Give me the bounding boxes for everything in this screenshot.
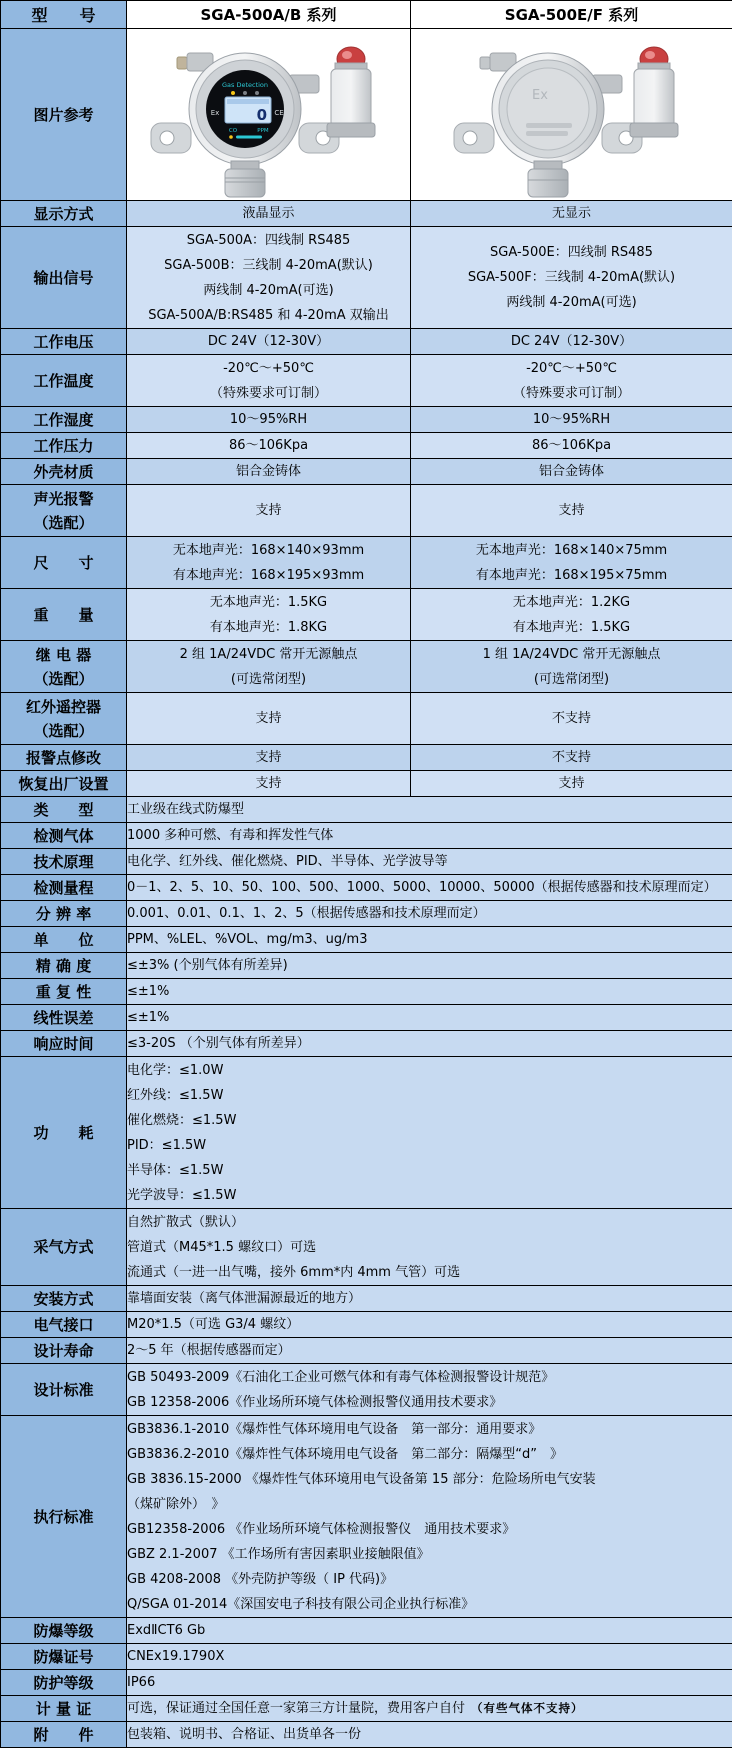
working-humidity-value-text: 10～95%RH	[127, 407, 410, 432]
linearity-error-label	[1, 1005, 127, 1031]
dimensions-value-text: 有本地声光：168×195×93mm	[127, 563, 410, 588]
weight-value-text: 有本地声光：1.5KG	[411, 615, 732, 640]
accessories-label-text: 附 件	[1, 1723, 126, 1747]
execution-standard-value-text: GBZ 2.1-2007 《工作场所有害因素职业接触限值》	[127, 1542, 732, 1567]
image-reference-row	[1, 29, 732, 201]
relay-label-text: 继 电 器	[1, 643, 126, 667]
display-mode-label-text: 显示方式	[1, 202, 126, 226]
series-b-header: SGA-500E/F 系列	[411, 1, 732, 29]
weight-label	[1, 589, 127, 641]
factory-reset-value-series-a	[127, 771, 411, 797]
resolution-value-text: 0.001、0.01、0.1、1、2、5（根据传感器和技术原理而定）	[127, 901, 732, 926]
spec-row-linearity-error	[1, 1005, 732, 1031]
linearity-error-label-text: 线性误差	[1, 1006, 126, 1030]
spec-row-display-mode	[1, 201, 732, 227]
response-time-label-text: 响应时间	[1, 1032, 126, 1056]
audible-visual-alarm-value-series-b	[411, 485, 732, 537]
output-signal-value-text: SGA-500F：三线制 4-20mA(默认)	[411, 265, 732, 290]
execution-standard-value-text: （煤矿除外） 》	[127, 1492, 732, 1517]
series-a-header: SGA-500A/B 系列	[127, 1, 411, 29]
design-life-label	[1, 1338, 127, 1364]
explosion-proof-cert-value-text: CNEx19.1790X	[127, 1644, 732, 1669]
model-header-label: 型 号	[1, 1, 127, 29]
accessories-label	[1, 1722, 127, 1748]
resolution-label-text: 分 辨 率	[1, 902, 126, 926]
gas-name-label: CO	[228, 128, 237, 134]
gas-detector-photo-b	[446, 31, 698, 199]
detected-gases-value-text: 1000 多种可燃、有毒和挥发性气体	[127, 823, 732, 848]
installation-method-label	[1, 1286, 127, 1312]
electrical-interface-label-text: 电气接口	[1, 1313, 126, 1337]
power-consumption-value	[127, 1057, 732, 1209]
working-temperature-value-text: （特殊要求可订制）	[127, 381, 410, 406]
product-photo-a-cell	[127, 29, 411, 201]
working-temperature-value-series-a	[127, 355, 411, 407]
dimensions-value-text: 有本地声光：168×195×75mm	[411, 563, 732, 588]
output-signal-value-text: SGA-500E：四线制 RS485	[411, 240, 732, 265]
protection-grade-label	[1, 1670, 127, 1696]
sampling-method-label	[1, 1209, 127, 1286]
shell-material-label	[1, 459, 127, 485]
electrical-interface-value-text: M20*1.5（可选 G3/4 螺纹）	[127, 1312, 732, 1337]
working-humidity-value-series-b	[411, 407, 732, 433]
design-standard-value	[127, 1364, 732, 1416]
spec-row-resolution	[1, 901, 732, 927]
output-signal-value-text: SGA-500A/B:RS485 和 4-20mA 双输出	[127, 303, 410, 328]
detected-gases-value	[127, 823, 732, 849]
spec-row-working-voltage	[1, 329, 732, 355]
metering-cert-label-text: 计 量 证	[1, 1697, 126, 1721]
table-header-row	[1, 1, 732, 29]
sensor-head	[528, 161, 568, 197]
working-temperature-label	[1, 355, 127, 407]
audible-visual-alarm-value-series-a	[127, 485, 411, 537]
weight-value-series-b	[411, 589, 732, 641]
installation-method-label-text: 安装方式	[1, 1287, 126, 1311]
unit-label-text: 单 位	[1, 928, 126, 952]
audible-visual-alarm-label-text: 声光报警	[1, 487, 126, 511]
working-humidity-value-series-a	[127, 407, 411, 433]
working-voltage-value-text: DC 24V（12-30V）	[127, 329, 410, 354]
detected-gases-label-text: 检测气体	[1, 824, 126, 848]
output-signal-value-text: SGA-500B：三线制 4-20mA(默认)	[127, 253, 410, 278]
spec-row-installation-method	[1, 1286, 732, 1312]
execution-standard-label	[1, 1416, 127, 1618]
spec-row-power-consumption	[1, 1057, 732, 1209]
spec-row-audible-visual-alarm	[1, 485, 732, 537]
design-life-value-text: 2～5 年（根据传感器而定）	[127, 1338, 732, 1363]
working-pressure-value-series-b	[411, 433, 732, 459]
display-title: Gas Detection	[221, 81, 267, 89]
detected-gases-label	[1, 823, 127, 849]
installation-method-value	[127, 1286, 732, 1312]
design-life-value	[127, 1338, 732, 1364]
working-pressure-value-text: 86～106Kpa	[411, 433, 732, 458]
ir-remote-value-series-a	[127, 693, 411, 745]
design-standard-label-text: 设计标准	[1, 1378, 126, 1402]
working-pressure-value-series-a	[127, 433, 411, 459]
spec-row-working-pressure	[1, 433, 732, 459]
output-signal-value-text: 两线制 4-20mA(可选)	[127, 278, 410, 303]
type-label	[1, 797, 127, 823]
alarm-point-modify-label-text: 报警点修改	[1, 746, 126, 770]
accuracy-label	[1, 953, 127, 979]
technical-principle-value	[127, 849, 732, 875]
alarm-point-modify-value-text: 支持	[127, 745, 410, 770]
ir-remote-label	[1, 693, 127, 745]
spec-row-accuracy	[1, 953, 732, 979]
audible-visual-alarm-label	[1, 485, 127, 537]
ir-remote-label-text: （选配）	[1, 719, 126, 743]
power-consumption-value-text: 催化燃烧：≤1.5W	[127, 1108, 732, 1133]
sampling-method-value-text: 管道式（M45*1.5 螺纹口）可选	[127, 1235, 732, 1260]
ir-remote-value-text: 不支持	[411, 706, 732, 731]
display-reading: 0	[256, 106, 266, 124]
metering-cert-note: （有些气体不支持）	[471, 1696, 584, 1721]
response-time-label	[1, 1031, 127, 1057]
working-temperature-value-text: -20℃～+50℃	[411, 356, 732, 381]
display-mode-value-series-b	[411, 201, 732, 227]
execution-standard-value-text: GB 3836.15-2000 《爆炸性气体环境用电气设备第 15 部分：危险场所电气安装	[127, 1467, 732, 1492]
relay-value-series-b	[411, 641, 732, 693]
execution-standard-value-text: GB3836.1-2010《爆炸性气体环境用电气设备 第一部分：通用要求》	[127, 1417, 732, 1442]
weight-label-text: 重 量	[1, 603, 126, 627]
power-consumption-value-text: 红外线：≤1.5W	[127, 1083, 732, 1108]
unit-label	[1, 927, 127, 953]
weight-value-series-a	[127, 589, 411, 641]
shell-material-value-series-a	[127, 459, 411, 485]
spec-row-protection-grade	[1, 1670, 732, 1696]
execution-standard-value	[127, 1416, 732, 1618]
gas-unit-label: PPM	[257, 128, 269, 134]
explosion-proof-cert-value	[127, 1644, 732, 1670]
protection-grade-value	[127, 1670, 732, 1696]
power-consumption-value-text: 电化学：≤1.0W	[127, 1058, 732, 1083]
display-mode-label	[1, 201, 127, 227]
repeatability-value-text: ≤±1%	[127, 979, 732, 1004]
dimensions-value-series-a	[127, 537, 411, 589]
working-voltage-label-text: 工作电压	[1, 330, 126, 354]
output-signal-label-text: 输出信号	[1, 266, 126, 290]
spec-row-type	[1, 797, 732, 823]
execution-standard-value-text: GB12358-2006 《作业场所环境气体检测报警仪 通用技术要求》	[127, 1517, 732, 1542]
repeatability-value	[127, 979, 732, 1005]
relay-value-text: 1 组 1A/24VDC 常开无源触点	[411, 642, 732, 667]
relay-label	[1, 641, 127, 693]
status-led-icon	[255, 91, 259, 95]
design-standard-value-text: GB 12358-2006《作业场所环境气体检测报警仪通用技术要求》	[127, 1390, 732, 1415]
working-temperature-value-text: -20℃～+50℃	[127, 356, 410, 381]
product-photo-b-cell	[411, 29, 732, 201]
display-mode-value-text: 无显示	[411, 201, 732, 226]
sampling-method-value	[127, 1209, 732, 1286]
resolution-value	[127, 901, 732, 927]
spec-row-working-temperature	[1, 355, 732, 407]
ce-mark: CE	[274, 109, 283, 117]
dimensions-value-series-b	[411, 537, 732, 589]
spec-row-dimensions	[1, 537, 732, 589]
technical-principle-label	[1, 849, 127, 875]
working-voltage-value-series-b	[411, 329, 732, 355]
status-led-icon	[243, 91, 247, 95]
lcd-display	[206, 70, 284, 148]
detection-range-label-text: 检测量程	[1, 876, 126, 900]
dimensions-value-text: 无本地声光：168×140×75mm	[411, 538, 732, 563]
detection-range-value	[127, 875, 732, 901]
technical-principle-value-text: 电化学、红外线、催化燃烧、PID、半导体、光学波导等	[127, 849, 732, 874]
spec-row-alarm-point-modify	[1, 745, 732, 771]
unit-value	[127, 927, 732, 953]
spec-row-detection-range	[1, 875, 732, 901]
type-value-text: 工业级在线式防爆型	[127, 797, 732, 822]
execution-standard-value-text: Q/SGA 01-2014《深国安电子科技有限公司企业执行标准》	[127, 1592, 732, 1617]
weight-value-text: 无本地声光：1.5KG	[127, 590, 410, 615]
explosion-proof-grade-label-text: 防爆等级	[1, 1619, 126, 1643]
working-voltage-label	[1, 329, 127, 355]
resolution-label	[1, 901, 127, 927]
design-life-label-text: 设计寿命	[1, 1339, 126, 1363]
linearity-error-value-text: ≤±1%	[127, 1005, 732, 1030]
protection-grade-label-text: 防护等级	[1, 1671, 126, 1695]
explosion-proof-grade-value-text: ExdⅡCT6 Gb	[127, 1618, 732, 1643]
sampling-method-label-text: 采气方式	[1, 1235, 126, 1259]
sampling-method-value-text: 自然扩散式（默认）	[127, 1210, 732, 1235]
status-led-icon	[231, 91, 235, 95]
spec-row-unit	[1, 927, 732, 953]
spec-row-design-life	[1, 1338, 732, 1364]
working-temperature-value-text: （特殊要求可订制）	[411, 381, 732, 406]
execution-standard-value-text: GB3836.2-2010《爆炸性气体环境用电气设备 第二部分：隔爆型“d” 》	[127, 1442, 732, 1467]
working-humidity-value-text: 10～95%RH	[411, 407, 732, 432]
electrical-interface-value	[127, 1312, 732, 1338]
image-reference-label: 图片参考	[1, 29, 127, 201]
working-pressure-label-text: 工作压力	[1, 434, 126, 458]
ir-remote-value-text: 支持	[127, 706, 410, 731]
ex-mark: Ex	[532, 88, 548, 103]
output-signal-label	[1, 227, 127, 329]
spec-row-shell-material	[1, 459, 732, 485]
power-consumption-label	[1, 1057, 127, 1209]
relay-label-text: （选配）	[1, 667, 126, 691]
accuracy-value	[127, 953, 732, 979]
protection-grade-value-text: IP66	[127, 1670, 732, 1695]
shell-material-value-text: 铝合金铸体	[127, 459, 410, 484]
audible-visual-alarm-value-text: 支持	[411, 498, 732, 523]
spec-row-execution-standard	[1, 1416, 732, 1618]
linearity-error-value	[127, 1005, 732, 1031]
dimensions-value-text: 无本地声光：168×140×93mm	[127, 538, 410, 563]
repeatability-label-text: 重 复 性	[1, 980, 126, 1004]
working-humidity-label-text: 工作湿度	[1, 408, 126, 432]
repeatability-label	[1, 979, 127, 1005]
explosion-proof-cert-label	[1, 1644, 127, 1670]
factory-reset-value-series-b	[411, 771, 732, 797]
factory-reset-label-text: 恢复出厂设置	[1, 772, 126, 796]
design-standard-value-text: GB 50493-2009《石油化工企业可燃气体和有毒气体检测报警设计规范》	[127, 1365, 732, 1390]
sampling-method-value-text: 流通式（一进一出气嘴，接外 6mm*内 4mm 气管）可选	[127, 1260, 732, 1285]
accessories-value	[127, 1722, 732, 1748]
accessories-value-text: 包装箱、说明书、合格证、出货单各一份	[127, 1722, 732, 1747]
spec-row-detected-gases	[1, 823, 732, 849]
relay-value-text: (可选常闭型)	[127, 667, 410, 692]
factory-reset-label	[1, 771, 127, 797]
execution-standard-value-text: GB 4208-2008 《外壳防护等级（ IP 代码)》	[127, 1567, 732, 1592]
design-standard-label	[1, 1364, 127, 1416]
working-voltage-value-series-a	[127, 329, 411, 355]
relay-value-text: (可选常闭型)	[411, 667, 732, 692]
metering-cert-label	[1, 1696, 127, 1722]
power-consumption-value-text: PID：≤1.5W	[127, 1133, 732, 1158]
working-voltage-value-text: DC 24V（12-30V）	[411, 329, 732, 354]
gas-detector-photo-a	[143, 31, 395, 199]
relay-value-text: 2 组 1A/24VDC 常开无源触点	[127, 642, 410, 667]
output-signal-value-text: SGA-500A：四线制 RS485	[127, 228, 410, 253]
alarm-point-modify-value-series-b	[411, 745, 732, 771]
display-mode-value-text: 液晶显示	[127, 201, 410, 226]
unit-value-text: PPM、%LEL、%VOL、mg/m3、ug/m3	[127, 927, 732, 952]
alarm-beacon-icon	[327, 47, 375, 137]
electrical-interface-label	[1, 1312, 127, 1338]
spec-row-output-signal	[1, 227, 732, 329]
installation-method-value-text: 靠墙面安装（离气体泄漏源最近的地方）	[127, 1286, 732, 1311]
spec-row-ir-remote	[1, 693, 732, 745]
explosion-proof-grade-value	[127, 1618, 732, 1644]
audible-visual-alarm-value-text: 支持	[127, 498, 410, 523]
spec-row-sampling-method	[1, 1209, 732, 1286]
working-pressure-label	[1, 433, 127, 459]
spec-row-explosion-proof-cert	[1, 1644, 732, 1670]
accuracy-label-text: 精 确 度	[1, 954, 126, 978]
spec-row-technical-principle	[1, 849, 732, 875]
metering-cert-value	[127, 1696, 732, 1722]
dimensions-label-text: 尺 寸	[1, 551, 126, 575]
working-pressure-value-text: 86～106Kpa	[127, 433, 410, 458]
spec-row-metering-cert	[1, 1696, 732, 1722]
detection-range-label	[1, 875, 127, 901]
output-signal-value-text: 两线制 4-20mA(可选)	[411, 290, 732, 315]
spec-row-accessories	[1, 1722, 732, 1748]
technical-principle-label-text: 技术原理	[1, 850, 126, 874]
explosion-proof-cert-label-text: 防爆证号	[1, 1645, 126, 1669]
output-signal-value-series-b	[411, 227, 732, 329]
alarm-beacon-icon	[630, 47, 678, 137]
power-consumption-value-text: 光学波导：≤1.5W	[127, 1183, 732, 1208]
spec-row-response-time	[1, 1031, 732, 1057]
sensor-head	[225, 161, 265, 197]
factory-reset-value-text: 支持	[411, 771, 732, 796]
spec-row-electrical-interface	[1, 1312, 732, 1338]
spec-row-working-humidity	[1, 407, 732, 433]
response-time-value	[127, 1031, 732, 1057]
shell-material-value-series-b	[411, 459, 732, 485]
output-signal-value-series-a	[127, 227, 411, 329]
weight-value-text: 有本地声光：1.8KG	[127, 615, 410, 640]
relay-value-series-a	[127, 641, 411, 693]
spec-row-repeatability	[1, 979, 732, 1005]
working-temperature-value-series-b	[411, 355, 732, 407]
alarm-point-modify-value-text: 不支持	[411, 745, 732, 770]
ir-remote-value-series-b	[411, 693, 732, 745]
type-label-text: 类 型	[1, 798, 126, 822]
working-temperature-label-text: 工作温度	[1, 369, 126, 393]
response-time-value-text: ≤3-20S （个别气体有所差异）	[127, 1031, 732, 1056]
ir-remote-label-text: 红外遥控器	[1, 695, 126, 719]
ex-mark: Ex	[210, 109, 219, 117]
spec-row-design-standard	[1, 1364, 732, 1416]
spec-row-factory-reset	[1, 771, 732, 797]
factory-reset-value-text: 支持	[127, 771, 410, 796]
display-mode-value-series-a	[127, 201, 411, 227]
power-consumption-label-text: 功 耗	[1, 1121, 126, 1145]
shell-material-value-text: 铝合金铸体	[411, 459, 732, 484]
power-consumption-value-text: 半导体：≤1.5W	[127, 1158, 732, 1183]
detection-range-value-text: 0－1、2、5、10、50、100、500、1000、5000、10000、50000（根据传感器和技术原理而定）	[127, 875, 732, 900]
alarm-point-modify-label	[1, 745, 127, 771]
metering-cert-value-text: 可选，保证通过全国任意一家第三方计量院，费用客户自付 （有些气体不支持）	[127, 1696, 732, 1721]
execution-standard-label-text: 执行标准	[1, 1505, 126, 1529]
shell-material-label-text: 外壳材质	[1, 460, 126, 484]
explosion-proof-grade-label	[1, 1618, 127, 1644]
spec-row-weight	[1, 589, 732, 641]
dimensions-label	[1, 537, 127, 589]
spec-row-relay	[1, 641, 732, 693]
type-value	[127, 797, 732, 823]
working-humidity-label	[1, 407, 127, 433]
alarm-point-modify-value-series-a	[127, 745, 411, 771]
weight-value-text: 无本地声光：1.2KG	[411, 590, 732, 615]
accuracy-value-text: ≤±3% (个别气体有所差异)	[127, 953, 732, 978]
audible-visual-alarm-label-text: （选配）	[1, 511, 126, 535]
spec-row-explosion-proof-grade	[1, 1618, 732, 1644]
